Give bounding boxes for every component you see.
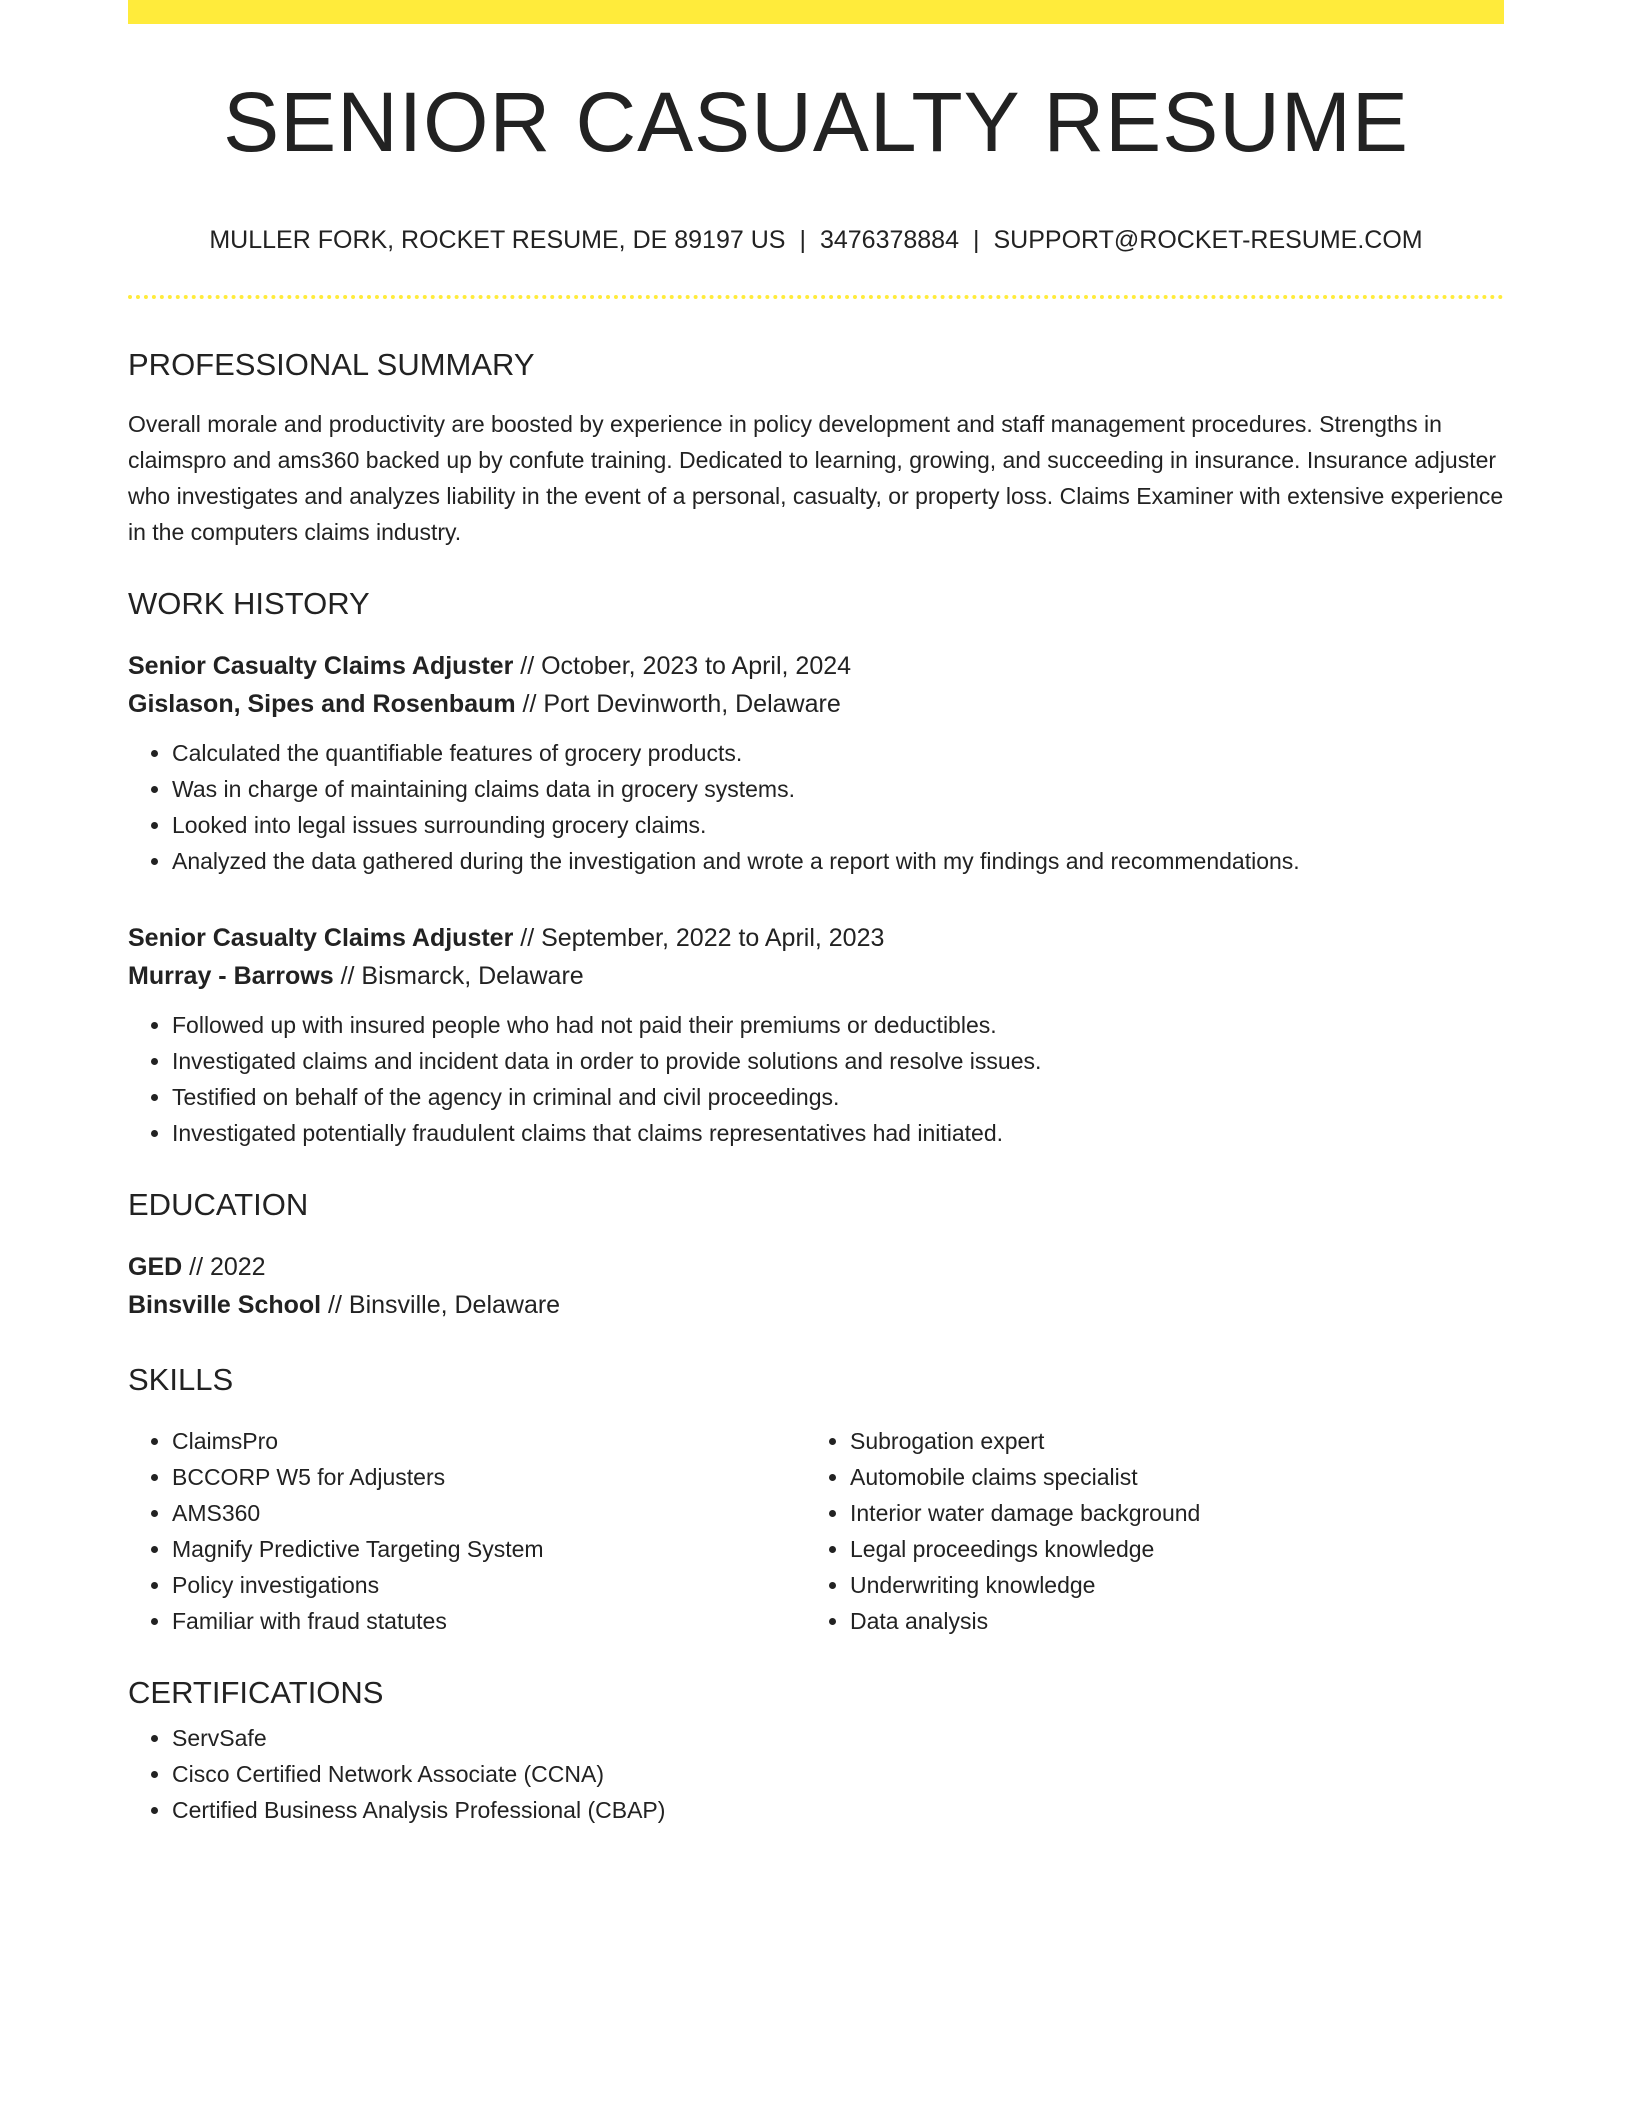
section-title-education: EDUCATION bbox=[128, 1187, 309, 1222]
list-item: • Subrogation expert bbox=[850, 1423, 1484, 1459]
job-company: Murray - Barrows bbox=[128, 962, 334, 990]
list-item: • Policy investigations bbox=[172, 1567, 806, 1603]
education-degree-line bbox=[128, 1248, 1504, 1286]
job-role-line bbox=[128, 919, 1504, 957]
list-item: • Looked into legal issues surrounding grocery claims. bbox=[172, 807, 1504, 843]
education-location: // Binsville, Delaware bbox=[321, 1291, 561, 1319]
job-company-line bbox=[128, 957, 1504, 995]
list-item: • Calculated the quantifiable features of grocery products. bbox=[172, 735, 1504, 771]
list-item: • Automobile claims specialist bbox=[850, 1459, 1484, 1495]
top-accent-bar bbox=[128, 0, 1504, 24]
list-item: • ClaimsPro bbox=[172, 1423, 806, 1459]
job-role-line bbox=[128, 647, 1504, 685]
job-company: Gislason, Sipes and Rosenbaum bbox=[128, 690, 516, 718]
education-entry bbox=[128, 1248, 1504, 1324]
certifications-list bbox=[128, 1720, 1504, 1828]
skills-column-left bbox=[128, 1423, 806, 1639]
job-entry bbox=[128, 919, 1504, 1151]
education-school: Binsville School bbox=[128, 1291, 322, 1319]
list-item: • Testified on behalf of the agency in criminal and civil proceedings. bbox=[172, 1079, 1504, 1115]
contact-email: SUPPORT@ROCKET-RESUME.COM bbox=[993, 226, 1423, 254]
section-title-summary: PROFESSIONAL SUMMARY bbox=[128, 347, 535, 382]
job-location: // Bismarck, Delaware bbox=[333, 962, 584, 990]
list-item: • Legal proceedings knowledge bbox=[850, 1531, 1484, 1567]
job-bullet-list bbox=[128, 735, 1504, 879]
list-item: • Followed up with insured people who had not paid their premiums or deductibles. bbox=[172, 1007, 1504, 1043]
list-item: • ServSafe bbox=[172, 1720, 1504, 1756]
summary-text: Overall morale and productivity are boosted by experience in policy development and staff management procedures. Strengths in claimspro and ams360 backed up by confute training. Dedicated to learning, growing, and succeeding in insurance. Insurance adjuster who investigates and analyzes liability in the event of a personal, casualty, or property loss. Claims Examiner with extensive experience in the computers claims industry. bbox=[128, 411, 1504, 545]
list-item: • Cisco Certified Network Associate (CCNA) bbox=[172, 1756, 1504, 1792]
education-degree: GED bbox=[128, 1253, 183, 1281]
contact-separator: | bbox=[799, 226, 806, 254]
job-role: Senior Casualty Claims Adjuster bbox=[128, 924, 514, 952]
list-item: • Certified Business Analysis Professional (CBAP) bbox=[172, 1792, 1504, 1828]
skills-grid bbox=[128, 1423, 1504, 1639]
contact-phone: 3476378884 bbox=[819, 226, 959, 254]
list-item: • Data analysis bbox=[850, 1603, 1484, 1639]
contact-separator: | bbox=[973, 226, 980, 254]
list-item: • AMS360 bbox=[172, 1495, 806, 1531]
list-item: • Investigated potentially fraudulent claims that claims representatives had initiated. bbox=[172, 1115, 1504, 1151]
job-entry bbox=[128, 647, 1504, 879]
list-item: • Magnify Predictive Targeting System bbox=[172, 1531, 806, 1567]
skills-column-right bbox=[806, 1423, 1484, 1639]
list-item: • Analyzed the data gathered during the investigation and wrote a report with my findings and recommendations. bbox=[172, 843, 1504, 879]
list-item: • Interior water damage background bbox=[850, 1495, 1484, 1531]
list-item: • Investigated claims and incident data in order to provide solutions and resolve issues. bbox=[172, 1043, 1504, 1079]
job-location: // Port Devinworth, Delaware bbox=[515, 690, 841, 718]
resume-page bbox=[128, 0, 1504, 1828]
education-year: // 2022 bbox=[182, 1253, 266, 1281]
list-item: • Familiar with fraud statutes bbox=[172, 1603, 806, 1639]
job-dates: // September, 2022 to April, 2023 bbox=[513, 924, 885, 952]
resume-title: SENIOR CASUALTY RESUME bbox=[223, 75, 1409, 169]
list-item: • Was in charge of maintaining claims data in grocery systems. bbox=[172, 771, 1504, 807]
section-title-work-history: WORK HISTORY bbox=[128, 586, 370, 621]
section-title-certifications: CERTIFICATIONS bbox=[128, 1675, 384, 1710]
job-bullet-list bbox=[128, 1007, 1504, 1151]
list-item: • BCCORP W5 for Adjusters bbox=[172, 1459, 806, 1495]
skills-list bbox=[806, 1423, 1484, 1639]
dotted-divider bbox=[128, 295, 1504, 299]
job-role: Senior Casualty Claims Adjuster bbox=[128, 652, 514, 680]
section-title-skills: SKILLS bbox=[128, 1362, 234, 1397]
education-school-line bbox=[128, 1286, 1504, 1324]
contact-line bbox=[128, 228, 1504, 253]
list-item: • Underwriting knowledge bbox=[850, 1567, 1484, 1603]
skills-list bbox=[128, 1423, 806, 1639]
contact-address: MULLER FORK, ROCKET RESUME, DE 89197 US bbox=[209, 226, 786, 254]
job-company-line bbox=[128, 685, 1504, 723]
job-dates: // October, 2023 to April, 2024 bbox=[513, 652, 852, 680]
